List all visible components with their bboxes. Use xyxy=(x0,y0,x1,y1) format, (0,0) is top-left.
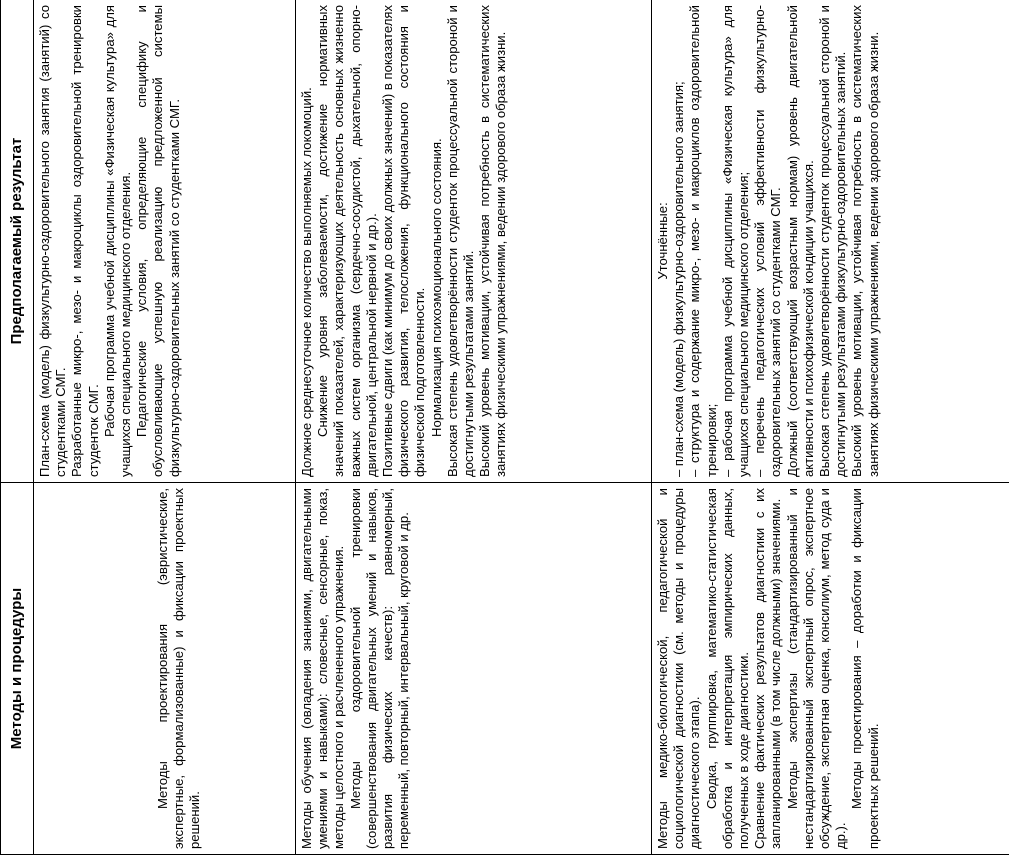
paragraph: Высокая степень удовлетворённости студенток процессуальной стороной и достигнутыми результатами занятий. xyxy=(444,5,477,477)
table-row xyxy=(34,0,296,855)
paragraph: План-схема (модель) физкультурно-оздоровительного занятия (занятий) со студентками СМГ. xyxy=(37,5,69,477)
paragraph: Высокий уровень мотивации, устойчивая потребность в систематических занятиях физическими упражнениями, ведении здорового образа жизни. xyxy=(477,5,509,477)
list-item: – рабочая программа учебной дисциплины «Физическая культура» для учащихся специального медицинского отделения; xyxy=(719,5,752,477)
paragraph: Методы оздоровительной тренировки (совершенствования двигательных умений и навыков, развития физических качеств): равномерный, переменный, повторный, интервальный, круговой и др. xyxy=(347,488,412,849)
cell-methods-row-2 xyxy=(296,483,652,855)
table-row xyxy=(652,0,1009,855)
paragraph: Должный (соответствующий возрастным нормам) уровень двигательной активности и психофизической кондиции учащихся. xyxy=(784,5,816,477)
paragraph: Методы проектирования (эвристические, экспертные, формализованные) и фиксации проектных решений. xyxy=(155,488,203,849)
paragraph: Сводка, группировка, математико-статистическая обработка и интерпретация эмпирических данных, полученных в ходе диагностики. xyxy=(703,488,752,849)
paragraph: Высокая степень удовлетворённости студенток процессуальной стороной и достигнутыми результатами физкультурно-оздоровительных занятий. xyxy=(817,5,849,477)
paragraph: Методы экспертизы (стандартизированный и нестандартизированный экспертный опрос, экспертное обсуждение, экспертная оценка, консилиум, метод суда и др.). xyxy=(784,488,849,849)
table-header-row xyxy=(1,0,34,855)
paragraph: Высокий уровень мотивации, устойчивая потребность в систематических занятиях физическими упражнениями, ведении здорового образа жизни. xyxy=(849,5,881,477)
paragraph: Нормализация психоэмоционального состояния. xyxy=(428,138,444,437)
table-row xyxy=(296,0,652,855)
header-result: Предполагаемый результат xyxy=(1,0,34,483)
list-item: – план-схема (модель) физкультурно-оздоровительного занятия; xyxy=(671,81,687,477)
paragraph: Рабочая программа учебной дисциплины «Физическая культура» для учащихся специального медицинского отделения. xyxy=(101,5,134,477)
paragraph: Снижение уровня заболеваемости, достижение нормативных значений показателей, характеризующих деятельность основных жизненно важных систем организма (сердечно-сосудистой, дыхательной, опорно-двигательной, центральной нервной и др.). xyxy=(315,5,379,477)
cell-result-row-2 xyxy=(296,0,652,483)
paragraph: Должное среднесуточное количество выполняемых локомоций. xyxy=(299,87,314,477)
cell-result-row-3 xyxy=(652,0,1009,483)
paragraph: Методы обучения (овладения знаниями, двигательными умениями и навыками): словесные, сенсорные, показ, методы целостного и расчлененного упражнения. xyxy=(299,488,347,849)
header-methods: Методы и процедуры xyxy=(1,483,34,855)
paragraph: Методы медико-биологической, педагогической и социологической диагностики (см. методы и процедуры диагностического этапа). xyxy=(655,488,703,849)
paragraph: Уточнённые: xyxy=(655,202,670,280)
cell-result-row-1 xyxy=(34,0,296,483)
paragraph: Позитивные сдвиги (как минимум до своих должных значений) в показателях физического развития, телосложения, функционального состояния и физической подготовленности. xyxy=(380,5,428,477)
paragraph: Педагогические условия, определяющие специфику и обусловливающие успешную реализацию предложенной системы физкультурно-оздоровительных занятий со студентками СМГ. xyxy=(134,5,182,477)
list-item: – перечень педагогических условий эффективности физкультурно-оздоровительных занятий со студентками СМГ. xyxy=(752,5,784,477)
cell-methods-row-1 xyxy=(34,483,296,855)
cell-methods-row-3 xyxy=(652,483,1009,855)
paragraph: Методы проектирования – доработки и фиксации проектных решений. xyxy=(849,488,881,849)
paragraph: Сравнение фактических результатов диагностики с их запланированными (в том числе должными) значениями. xyxy=(752,488,784,849)
paragraph: Разработанные микро-, мезо- и макроциклы оздоровительной тренировки студенток СМГ. xyxy=(69,5,101,477)
list-item: – структура и содержание микро-, мезо- и макроциклов оздоровительной тренировки; xyxy=(687,5,719,477)
